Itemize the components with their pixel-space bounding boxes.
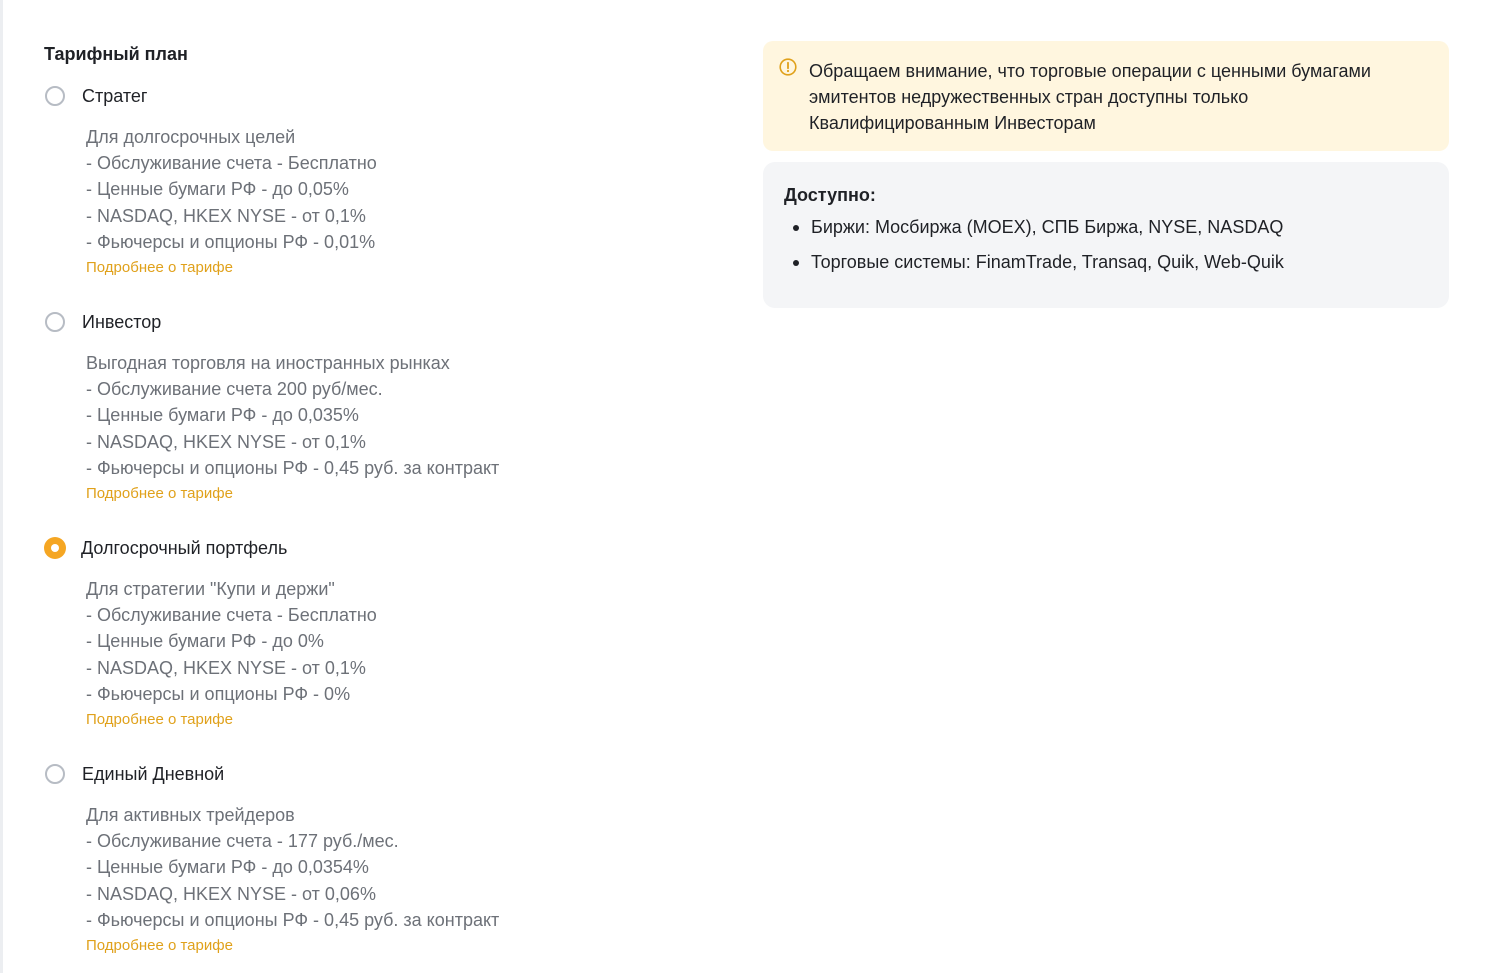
warning-notice: [763, 41, 1449, 151]
plan-details-link[interactable]: Подробнее о тарифе: [86, 259, 233, 277]
plan-description: [86, 350, 724, 507]
plan-feature: - NASDAQ, HKEX NYSE - от 0,06%: [86, 883, 376, 904]
bullet-icon: [793, 225, 799, 231]
plan-feature: - Обслуживание счета - Бесплатно: [86, 605, 377, 626]
available-title: Доступно:: [784, 185, 876, 205]
plan-name: Стратег: [82, 85, 148, 106]
plan-details-link[interactable]: Подробнее о тарифе: [86, 485, 233, 503]
bullet-icon: [793, 260, 799, 266]
plan-details-link[interactable]: Подробнее о тарифе: [86, 937, 233, 955]
plan-investor: [44, 308, 724, 507]
tariff-plan-section: [44, 40, 724, 955]
plan-name: Инвестор: [82, 311, 162, 332]
notice-line: Обращаем внимание, что торговые операции с ценными бумагами: [809, 61, 1371, 81]
warning-circle-icon: [779, 58, 797, 76]
plan-single-day: [44, 760, 724, 959]
plan-feature: - Фьючерсы и опционы РФ - 0,45 руб. за контракт: [86, 909, 500, 930]
plan-feature: Для активных трейдеров: [86, 805, 295, 825]
radio-button[interactable]: [45, 86, 65, 106]
plan-feature: Выгодная торговля на иностранных рынках: [86, 353, 450, 373]
plan-feature: - Ценные бумаги РФ - до 0,05%: [86, 179, 349, 200]
radio-button[interactable]: [45, 312, 65, 332]
plan-feature: - Ценные бумаги РФ - до 0,0354%: [86, 857, 369, 878]
available-item-exchanges: Биржи: Мосбиржа (MOEX), СПБ Биржа, NYSE, NASDAQ: [811, 217, 1284, 237]
available-panel: [763, 162, 1449, 308]
plan-feature: - Фьючерсы и опционы РФ - 0%: [86, 683, 351, 704]
radio-button-selected[interactable]: [44, 537, 66, 559]
list-item: [784, 249, 1429, 275]
left-edge-divider: [0, 0, 3, 973]
notice-line: Квалифицированным Инвесторам: [809, 113, 1096, 133]
available-item-trading-systems: Торговые системы: FinamTrade, Transaq, Quik, Web-Quik: [811, 252, 1284, 272]
plan-single-day-option[interactable]: [44, 760, 724, 788]
plan-name: Единый Дневной: [82, 763, 225, 784]
plan-investor-option[interactable]: [44, 308, 724, 336]
plan-feature: Для стратегии "Купи и держи": [86, 579, 335, 599]
plan-strateg-option[interactable]: [44, 82, 724, 110]
plan-strateg: [44, 82, 724, 281]
plan-name: Долгосрочный портфель: [81, 537, 288, 558]
plan-feature: Для долгосрочных целей: [86, 127, 296, 147]
plan-feature: - Обслуживание счета 200 руб/мес.: [86, 379, 383, 400]
plan-feature: - Ценные бумаги РФ - до 0,035%: [86, 405, 359, 426]
plan-feature: - Фьючерсы и опционы РФ - 0,01%: [86, 231, 376, 252]
plan-feature: - NASDAQ, HKEX NYSE - от 0,1%: [86, 205, 366, 226]
available-list: [784, 214, 1429, 275]
notice-text: [809, 58, 1429, 136]
plan-description: [86, 124, 724, 281]
notice-line: эмитентов недружественных стран доступны только: [809, 87, 1249, 107]
plan-feature: - Обслуживание счета - 177 руб./мес.: [86, 831, 399, 852]
plan-feature: - NASDAQ, HKEX NYSE - от 0,1%: [86, 431, 366, 452]
plan-description: [86, 802, 724, 959]
plan-long-term-portfolio-option[interactable]: [44, 534, 724, 562]
plan-feature: - Обслуживание счета - Бесплатно: [86, 153, 377, 174]
plan-long-term-portfolio: [44, 534, 724, 733]
plan-feature: - NASDAQ, HKEX NYSE - от 0,1%: [86, 657, 366, 678]
plan-feature: - Фьючерсы и опционы РФ - 0,45 руб. за контракт: [86, 457, 500, 478]
plan-description: [86, 576, 724, 733]
plan-feature: - Ценные бумаги РФ - до 0%: [86, 631, 324, 652]
plan-details-link[interactable]: Подробнее о тарифе: [86, 711, 233, 729]
tariff-plan-title: Тарифный план: [44, 44, 188, 64]
list-item: [784, 214, 1429, 240]
radio-button[interactable]: [45, 764, 65, 784]
